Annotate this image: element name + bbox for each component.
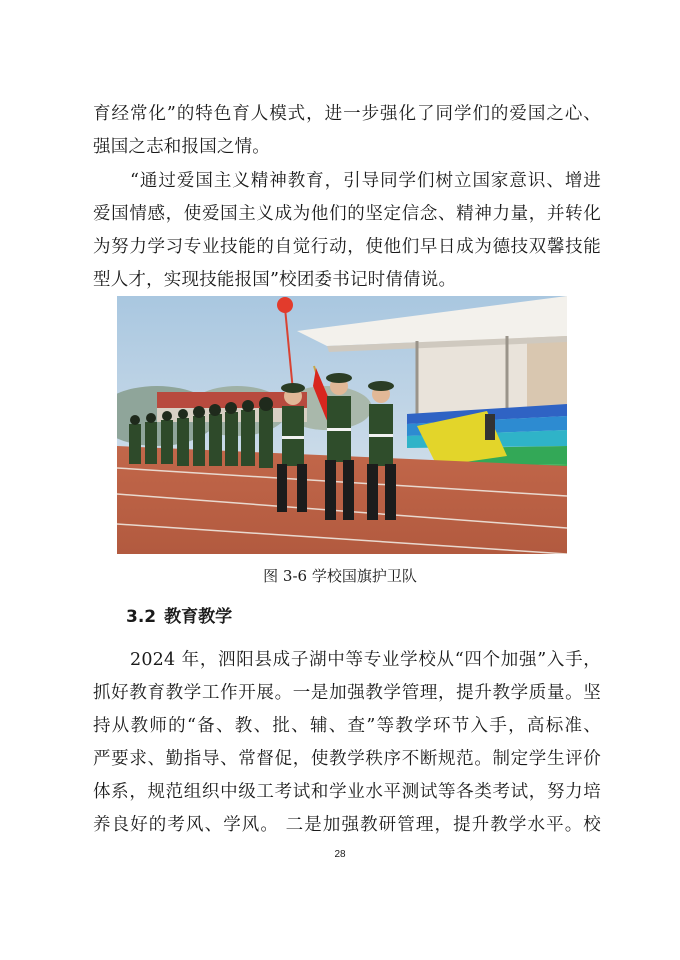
body-text-line: 型人才，实现技能报国”校团委书记时倩倩说。 xyxy=(93,270,457,290)
section-title: 教育教学 xyxy=(164,607,233,627)
body-text-line: 育经常化”的特色育人模式，进一步强化了同学们的爱国之心、 xyxy=(93,104,601,124)
page-number: 28 xyxy=(334,849,346,860)
body-text-line: “通过爱国主义精神教育，引导同学们树立国家意识、增进 xyxy=(130,171,601,191)
body-text-line: 严要求、勤指导、常督促，使教学秩序不断规范。制定学生评价 xyxy=(93,749,601,769)
body-text-line: 为努力学习专业技能的自觉行动，使他们早日成为德技双馨技能 xyxy=(93,237,601,257)
body-text-line: 爱国情感，使爱国主义成为他们的坚定信念、精神力量，并转化 xyxy=(93,204,601,224)
flag-guard-photo xyxy=(117,296,567,554)
body-text-line: 持从教师的“备、教、批、辅、查”等教学环节入手，高标准、 xyxy=(93,716,601,736)
body-text-line: 2024 年，泗阳县成子湖中等专业学校从“四个加强”入手， xyxy=(130,650,601,670)
section-number: 3.2 xyxy=(126,607,157,627)
figure-caption: 图 3-6 学校国旗护卫队 xyxy=(263,567,417,585)
body-text-line: 强国之志和报国之情。 xyxy=(93,137,270,157)
body-text-line: 体系，规范组织中级工考试和学业水平测试等各类考试，努力培 xyxy=(93,782,601,802)
body-text-line: 抓好教育教学工作开展。一是加强教学管理，提升教学质量。坚 xyxy=(93,683,601,703)
section-heading xyxy=(126,606,232,628)
body-text-line: 养良好的考风、学风。 二是加强教研管理，提升教学水平。校 xyxy=(93,815,601,835)
